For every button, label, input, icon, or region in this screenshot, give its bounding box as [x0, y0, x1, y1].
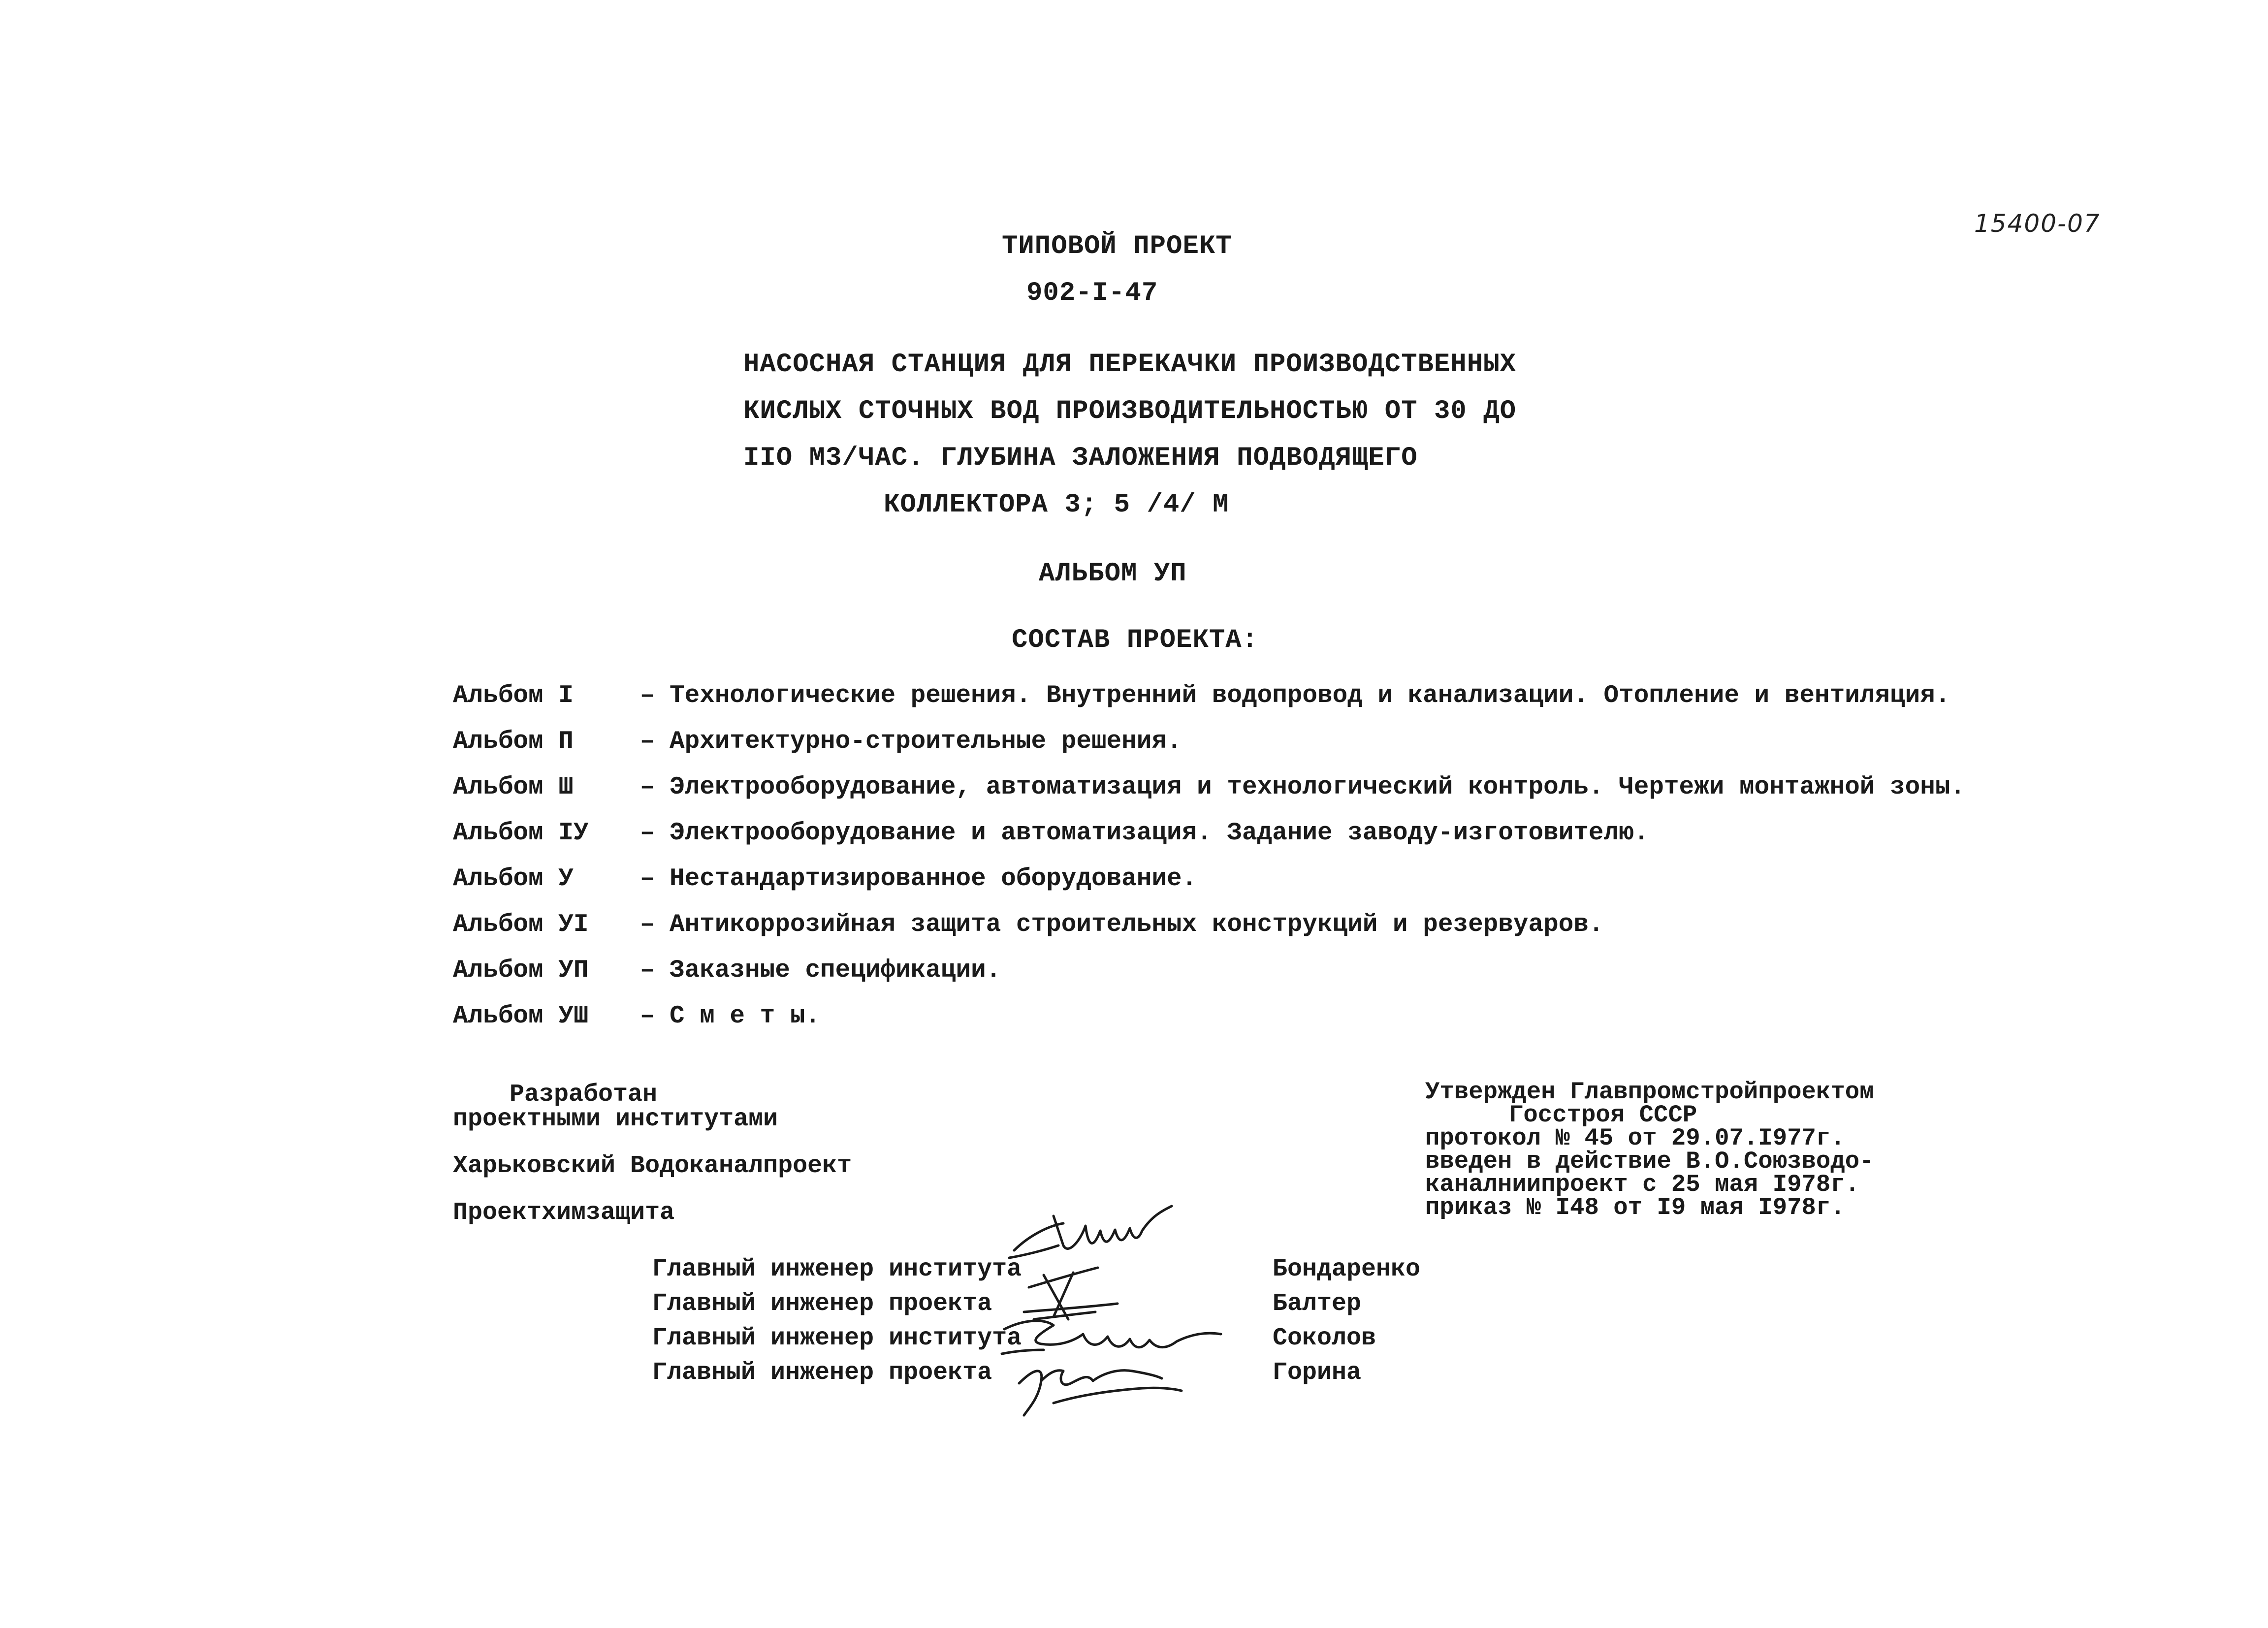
album-label: Альбом П: [453, 728, 574, 756]
album-label: Альбом I: [453, 682, 574, 710]
developed-label: Разработан: [510, 1081, 658, 1109]
approval-line: приказ № I48 от I9 мая I978г.: [1425, 1194, 1845, 1221]
dash: –: [639, 728, 655, 756]
album-description: Технологические решения. Внутренний водопровод и канализации. Отопление и вентиляция.: [670, 682, 1950, 710]
approval-line: Утвержден Главпромстройпроектом: [1425, 1078, 1874, 1106]
album-label: Альбом Ш: [453, 773, 574, 801]
list-item: [453, 819, 2137, 865]
handwritten-signatures: [994, 1172, 1378, 1428]
signatory-name: Соколов: [1273, 1324, 1376, 1352]
signature-1: [1009, 1206, 1172, 1258]
album-description: Нестандартизированное оборудование.: [670, 865, 1197, 893]
dash: –: [639, 682, 655, 710]
signatory-position: Главный инженер института: [652, 1255, 1022, 1283]
developed-by: проектными институтами: [453, 1105, 778, 1133]
signatory-name: Горина: [1273, 1359, 1362, 1387]
album-description: Электрооборудование, автоматизация и технологический контроль. Чертежи монтажной зоны.: [670, 773, 1966, 801]
approval-line: Госстроя СССР: [1509, 1101, 1697, 1129]
album-description: Электрооборудование и автоматизация. Задание заводу-изготовителю.: [670, 819, 1649, 847]
institute-name: Харьковский Водоканалпроект: [453, 1152, 852, 1180]
title-line-2: КИСЛЫХ СТОЧНЫХ ВОД ПРОИЗВОДИТЕЛЬНОСТЬЮ ОТ 30 ДО: [743, 396, 1517, 426]
project-number: 902-I-47: [1026, 278, 1158, 308]
approval-line: введен в действие В.О.Союзводо-: [1425, 1148, 1874, 1175]
dash: –: [639, 911, 655, 939]
archive-number: 15400-07: [1974, 209, 2101, 238]
list-item: [453, 911, 2137, 957]
composition-list: [453, 682, 2137, 1048]
album-label: Альбом УП: [453, 957, 589, 985]
title-line-1: НАСОСНАЯ СТАНЦИЯ ДЛЯ ПЕРЕКАЧКИ ПРОИЗВОДСТВЕННЫХ: [743, 350, 1517, 380]
institute-name: Проектхимзащита: [453, 1199, 675, 1227]
signature-4: [1019, 1371, 1182, 1415]
album-description: Антикоррозийная защита строительных конструкций и резервуаров.: [670, 911, 1604, 939]
album-description: Архитектурно-строительные решения.: [670, 728, 1182, 756]
album-label: Альбом У: [453, 865, 574, 893]
signature-3: [1002, 1321, 1221, 1354]
dash: –: [639, 957, 655, 985]
list-item: [453, 957, 2137, 1002]
album-label: Альбом УШ: [453, 1002, 589, 1030]
album-description: С м е т ы.: [670, 1002, 821, 1030]
dash: –: [639, 819, 655, 847]
composition-heading: СОСТАВ ПРОЕКТА:: [1012, 625, 1259, 655]
title-line-4: КОЛЛЕКТОРА 3; 5 /4/ М: [884, 490, 1229, 520]
list-item: [453, 1002, 2137, 1048]
approval-line: протокол № 45 от 29.07.I977г.: [1425, 1124, 1845, 1152]
signatory-position: Главный инженер института: [652, 1324, 1022, 1352]
dash: –: [639, 773, 655, 801]
signatory-name: Балтер: [1273, 1290, 1362, 1318]
title-line-3: IIO М3/ЧАС. ГЛУБИНА ЗАЛОЖЕНИЯ ПОДВОДЯЩЕГО: [743, 443, 1418, 473]
signatory-name: Бондаренко: [1273, 1255, 1421, 1283]
album-label: Альбом УI: [453, 911, 589, 939]
approval-block: [1425, 1078, 1874, 1221]
project-type: ТИПОВОЙ ПРОЕКТ: [1002, 231, 1232, 261]
signatory-position: Главный инженер проекта: [652, 1290, 992, 1318]
list-item: [453, 728, 2137, 773]
list-item: [453, 865, 2137, 911]
dash: –: [639, 865, 655, 893]
dash: –: [639, 1002, 655, 1030]
album-title: АЛЬБОМ УП: [1039, 559, 1187, 589]
album-label: Альбом IУ: [453, 819, 589, 847]
approval-line: каналниипроект с 25 мая I978г.: [1425, 1171, 1860, 1198]
list-item: [453, 682, 2137, 728]
list-item: [453, 773, 2137, 819]
album-description: Заказные спецификации.: [670, 957, 1001, 985]
signature-2: [1024, 1268, 1118, 1319]
signatory-position: Главный инженер проекта: [652, 1359, 992, 1387]
